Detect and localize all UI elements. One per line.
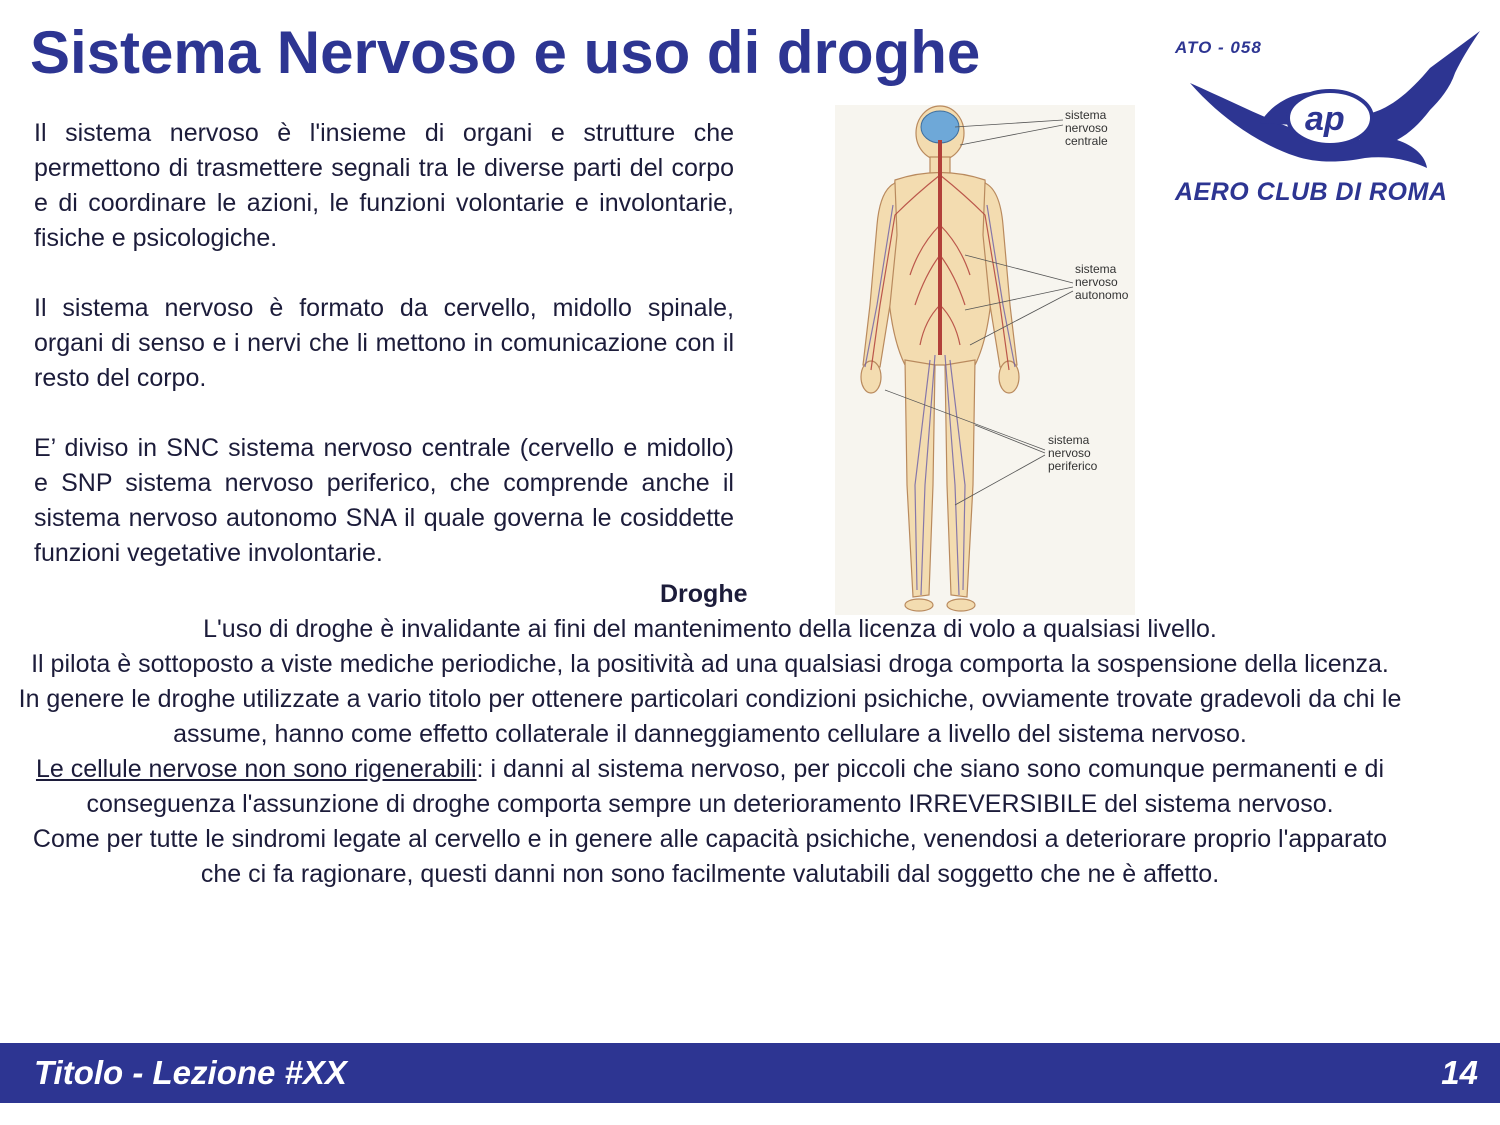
droghe-paragraph: In genere le droghe utilizzate a vario titolo per ottenere particolari condizioni psichiche, ovviamente trovate gradevoli da chi le assume, hanno come effetto collaterale il danneggiamento cellulare a livello del sistema nervoso. [18,685,1402,748]
droghe-paragraph [10,752,1410,822]
intro-paragraph: Il sistema nervoso è l'insieme di organi e strutture che permettono di trasmettere segnali tra le diverse parti del corpo e di coordinare le azioni, le funzioni volontarie e involontarie, fisiche e psicologiche. [34,119,734,252]
label-autonomic-nervous-system: sistema nervoso autonomo [1075,262,1129,302]
intro-text [34,116,734,606]
label-central-nervous-system: sistema nervoso centrale [1065,108,1108,148]
logo-name: AERO CLUB DI ROMA [1175,178,1448,206]
droghe-paragraph: Come per tutte le sindromi legate al cervello e in genere alle capacità psichiche, venendosi a deteriorare proprio l'apparato che ci fa ragionare, questi danni non sono facilmente valutabili dal soggetto che ne è affetto. [32,825,1388,888]
droghe-paragraph: Il pilota è sottoposto a viste mediche periodiche, la positività ad una qualsiasi droga comporta la sospensione della licenza. [31,650,1389,678]
nervous-system-illustration [835,105,1135,615]
underlined-statement: Le cellule nervose non sono rigenerabili [35,755,477,783]
label-peripheral-nervous-system: sistema nervoso periferico [1048,433,1098,473]
intro-paragraph: E’ diviso in SNC sistema nervoso centrale (cervello e midollo) e SNP sistema nervoso periferico, che comprende anche il sistema nervoso autonomo SNA il quale governa le cosiddette funzioni vegetative involontarie. [34,434,734,567]
slide-title: Sistema Nervoso e uso di droghe [30,19,981,86]
page-number: 14 [1441,1054,1478,1091]
aero-club-logo [1165,28,1485,218]
droghe-paragraph: L'uso di droghe è invalidante ai fini del mantenimento della licenza di volo a qualsiasi livello. [203,615,1217,643]
droghe-heading: Droghe [660,580,748,608]
droghe-text [10,612,1410,892]
footer-title: Titolo - Lezione #XX [34,1054,347,1091]
logo-code: ATO - 058 [1175,38,1262,57]
statement-continuation: : i danni al sistema nervoso, per piccoli che siano sono comunque permanenti e di conseguenza l'assunzione di droghe comporta sempre un deterioramento IRREVERSIBILE del sistema nervoso. [86,755,1385,818]
footer-bar [0,1043,1500,1103]
intro-paragraph: Il sistema nervoso è formato da cervello, midollo spinale, organi di senso e i nervi che li mettono in comunicazione con il resto del corpo. [34,294,734,392]
human-body-icon [835,105,1135,615]
svg-text:ap: ap [1305,100,1345,138]
